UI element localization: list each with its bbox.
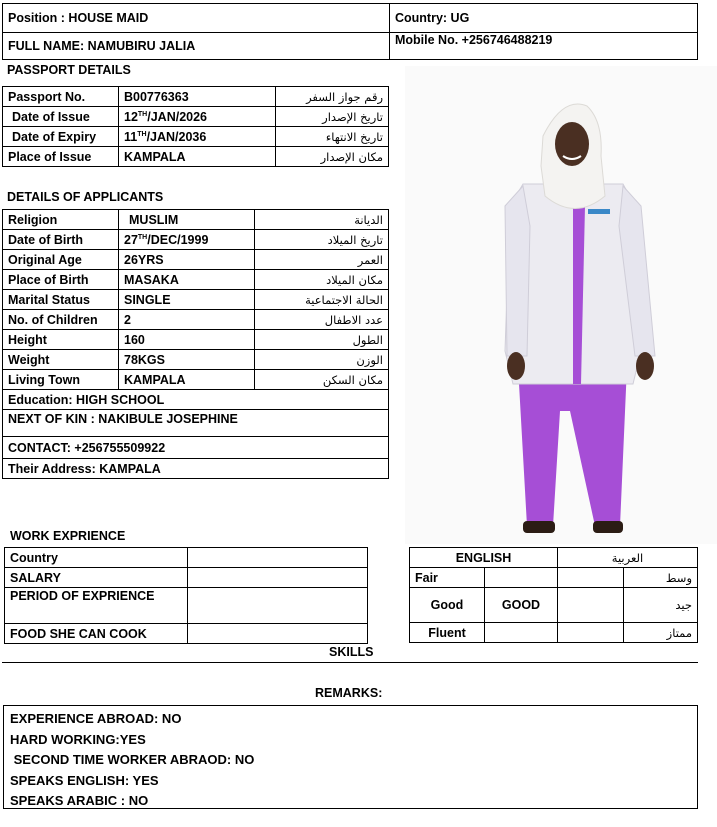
english-header: ENGLISH bbox=[410, 548, 558, 568]
remark-line: EXPERIENCE ABROAD: NO bbox=[10, 711, 182, 726]
marital-value: SINGLE bbox=[119, 290, 255, 310]
expiry-date-arabic: تاريخ الانتهاء bbox=[276, 127, 389, 147]
issue-date-arabic: تاريخ الإصدار bbox=[276, 107, 389, 127]
arabic-header: العربية bbox=[558, 548, 698, 568]
skills-title: SKILLS bbox=[329, 645, 374, 659]
address-cell: Their Address: KAMPALA bbox=[3, 459, 389, 479]
marital-label: Marital Status bbox=[3, 290, 119, 310]
skills-divider bbox=[2, 662, 698, 663]
work-period-value bbox=[188, 588, 368, 624]
age-value: 26YRS bbox=[119, 250, 255, 270]
applicant-title: DETAILS OF APPLICANTS bbox=[7, 190, 164, 204]
weight-label: Weight bbox=[3, 350, 119, 370]
good-arabic-label: جيد bbox=[624, 588, 698, 623]
age-label: Original Age bbox=[3, 250, 119, 270]
place-issue-value: KAMPALA bbox=[119, 147, 276, 167]
good-label: Good bbox=[410, 588, 485, 623]
religion-arabic: الديانة bbox=[255, 210, 389, 230]
good-english-value: GOOD bbox=[485, 588, 558, 623]
applicant-table bbox=[2, 209, 389, 479]
age-arabic: العمر bbox=[255, 250, 389, 270]
children-label: No. of Children bbox=[3, 310, 119, 330]
town-value: KAMPALA bbox=[119, 370, 255, 390]
weight-value: 78KGS bbox=[119, 350, 255, 370]
weight-arabic: الوزن bbox=[255, 350, 389, 370]
work-country-value bbox=[188, 548, 368, 568]
issue-date-value: 12TH/JAN/2026 bbox=[119, 107, 276, 127]
full-name-cell: FULL NAME: NAMUBIRU JALIA bbox=[3, 33, 390, 60]
place-issue-label: Place of Issue bbox=[3, 147, 119, 167]
birthplace-arabic: مكان الميلاد bbox=[255, 270, 389, 290]
place-issue-arabic: مكان الإصدار bbox=[276, 147, 389, 167]
work-food-value bbox=[188, 624, 368, 644]
passport-label: Passport No. bbox=[3, 87, 119, 107]
fair-label: Fair bbox=[410, 568, 485, 588]
applicant-photo bbox=[405, 66, 717, 544]
fair-arabic-label: وسط bbox=[624, 568, 698, 588]
fair-arabic-value bbox=[558, 568, 624, 588]
birthplace-value: MASAKA bbox=[119, 270, 255, 290]
remark-line: SPEAKS ENGLISH: YES bbox=[10, 772, 159, 788]
religion-value: MUSLIM bbox=[119, 210, 255, 230]
town-arabic: مكان السكن bbox=[255, 370, 389, 390]
applicant-photo-illustration bbox=[405, 66, 717, 544]
marital-arabic: الحالة الاجتماعية bbox=[255, 290, 389, 310]
children-value: 2 bbox=[119, 310, 255, 330]
country-cell: Country: UG bbox=[390, 4, 698, 33]
remarks-box bbox=[3, 705, 698, 809]
passport-arabic: رقم جواز السفر bbox=[276, 87, 389, 107]
fluent-label: Fluent bbox=[410, 623, 485, 643]
work-title: WORK EXPRIENCE bbox=[10, 529, 126, 543]
language-table bbox=[409, 547, 698, 643]
passport-title: PASSPORT DETAILS bbox=[7, 63, 131, 77]
height-label: Height bbox=[3, 330, 119, 350]
height-arabic: الطول bbox=[255, 330, 389, 350]
mobile-cell: Mobile No. +256746488219 bbox=[390, 33, 698, 60]
children-arabic: عدد الاطفال bbox=[255, 310, 389, 330]
fluent-english-value bbox=[485, 623, 558, 643]
remarks-title: REMARKS: bbox=[315, 686, 383, 700]
work-salary-label: SALARY bbox=[5, 568, 188, 588]
work-salary-value bbox=[188, 568, 368, 588]
education-cell: Education: HIGH SCHOOL bbox=[3, 390, 389, 410]
good-arabic-value bbox=[558, 588, 624, 623]
expiry-date-value: 11TH/JAN/2036 bbox=[119, 127, 276, 147]
expiry-date-label: Date of Expiry bbox=[3, 127, 119, 147]
fluent-arabic-label: ممتاز bbox=[624, 623, 698, 643]
next-of-kin-cell: NEXT OF KIN : NAKIBULE JOSEPHINE bbox=[3, 410, 389, 437]
height-value: 160 bbox=[119, 330, 255, 350]
fluent-arabic-value bbox=[558, 623, 624, 643]
birthplace-label: Place of Birth bbox=[3, 270, 119, 290]
passport-table bbox=[2, 86, 389, 167]
passport-value: B00776363 bbox=[119, 87, 276, 107]
remark-line: HARD WORKING:YES bbox=[10, 731, 146, 747]
dob-arabic: تاريخ الميلاد bbox=[255, 230, 389, 250]
remark-line: SPEAKS ARABIC : NO bbox=[10, 793, 149, 808]
position-cell: Position : HOUSE MAID bbox=[3, 4, 390, 33]
work-country-label: Country bbox=[5, 548, 188, 568]
religion-label: Religion bbox=[3, 210, 119, 230]
header-table bbox=[2, 3, 698, 60]
dob-label: Date of Birth bbox=[3, 230, 119, 250]
town-label: Living Town bbox=[3, 370, 119, 390]
fair-english-value bbox=[485, 568, 558, 588]
work-table bbox=[4, 547, 368, 644]
contact-cell: CONTACT: +256755509922 bbox=[3, 437, 389, 459]
dob-value: 27TH/DEC/1999 bbox=[119, 230, 255, 250]
issue-date-label: Date of Issue bbox=[3, 107, 119, 127]
work-food-label: FOOD SHE CAN COOK bbox=[5, 624, 188, 644]
remark-line: SECOND TIME WORKER ABRAOD: NO bbox=[10, 752, 255, 767]
work-period-label: PERIOD OF EXPRIENCE bbox=[5, 588, 188, 624]
